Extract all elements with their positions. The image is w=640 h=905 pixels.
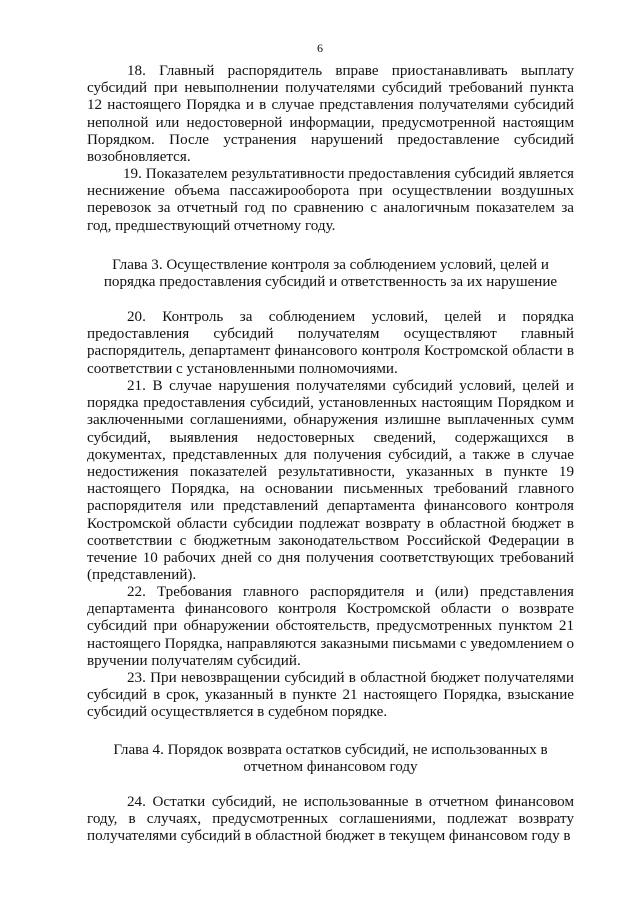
chapter-3-heading-line-1: Глава 3. Осуществление контроля за соблюдением условий, целей и (112, 257, 549, 273)
paragraph-22: 22. Требования главного распорядителя и (или) представления департамента финансового контроля Костромской области о возврате субсидий при обнаружении обстоятельств, предусмотренных пунктом 21 настоящего Порядка, направляются заказными письмами с уведомлением о вручении получателям субсидий. (87, 584, 574, 669)
chapter-3-heading-line-2: порядка предоставления субсидий и ответственность за их нарушение (103, 274, 558, 291)
paragraph-24: 24. Остатки субсидий, не использованные в отчетном финансовом году, в случаях, предусмотренных соглашениями, подлежат возврату получателями субсидий в областной бюджет в текущем финансовом году в (87, 794, 574, 845)
chapter-3-heading (87, 257, 574, 291)
paragraph-21: 21. В случае нарушения получателями субсидий условий, целей и порядка предоставления субсидий, установленных настоящим Порядком и заключенными соглашениями, обнаружения излишне выплаченных сумм субсидий, выявления недостоверных сведений, содержащихся в документах, представленных для получения субсидий, а также в случае недостижения показателей результативности, указанных в пункте 19 настоящего Порядка, на основании письменных требований главного распорядителя или представлений департамента финансового контроля Костромской области субсидии подлежат возврату в областной бюджет в соответствии с бюджетным законодательством Российской Федерации в течение 10 рабочих дней со дня получения соответствующих требований (представлений). (87, 378, 574, 584)
paragraph-23: 23. При невозвращении субсидий в областной бюджет получателями субсидий в срок, указанный в пункте 21 настоящего Порядка, взыскание субсидий осуществляется в судебном порядке. (87, 670, 574, 721)
paragraph-18: 18. Главный распорядитель вправе приостанавливать выплату субсидий при невыполнении получателями субсидий требований пункта 12 настоящего Порядка и в случае представления получателями субсидий неполной или недостоверной информации, предусмотренной настоящим Порядком. После устранения нарушений предоставление субсидий возобновляется. (87, 63, 574, 166)
paragraph-19: 19. Показателем результативности предоставления субсидий является неснижение объема пассажирооборота при осуществлении воздушных перевозок за отчетный год по сравнению с аналогичным показателем за год, предшествующий отчетному году. (87, 166, 574, 234)
paragraph-20: 20. Контроль за соблюдением условий, целей и порядка предоставления субсидий получателям осуществляют главный распорядитель, департамент финансового контроля Костромской области в соответствии с установленными полномочиями. (87, 309, 574, 377)
page-number: 6 (317, 41, 323, 55)
chapter-4-heading-line-2: отчетном финансовом году (243, 759, 418, 776)
chapter-4-heading (87, 742, 574, 776)
chapter-4-heading-line-1: Глава 4. Порядок возврата остатков субсидий, не использованных в (113, 742, 548, 758)
